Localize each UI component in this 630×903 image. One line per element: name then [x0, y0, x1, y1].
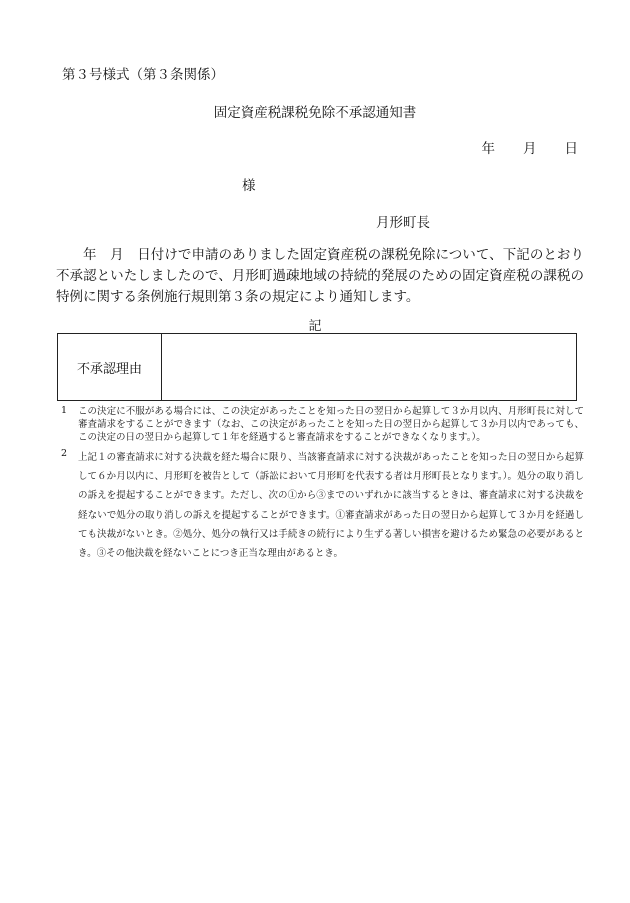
notes — [61, 405, 584, 567]
form-number: 第３号様式（第３条関係） — [62, 67, 224, 83]
ki-heading: 記 — [308, 319, 322, 334]
reason-label: 不承認理由 — [58, 334, 162, 400]
note-item — [61, 448, 584, 563]
note-item — [61, 405, 584, 444]
note-text: 上記１の審査請求に対する決裁を経た場合に限り、当該審査請求に対する決裁があったことを知った日の翌日から起算して６か月以内に、月形町を被告として（訴訟において月形町を代表する者は月形町長となります。）。処分の取り消しの訴えを提起することができます。ただし、次の①から③までのいずれかに該当するときは、審査請求に対する決裁を経ないで処分の取り消しの訴えを提起することができます。①審査請求があった日の翌日から起算して３か月を経過しても決裁がないとき。②処分、処分の執行又は手続きの続行により生ずる著しい損害を避けるため緊急の必要があるとき。③その他決裁を経ないことにつき正当な理由があるとき。 — [78, 452, 584, 560]
date-year: 年 — [481, 141, 495, 157]
note-number: 1 — [61, 405, 68, 416]
note-text: この決定に不服がある場合には、この決定があったことを知った日の翌日から起算して３か月以内、月形町長に対して審査請求をすることができます（なお、この決定があったことを知った日の翌日から起算して３か月以内であっても、この決定の日の翌日から起算して１年を経過すると審査請求をすることができなくなります。）。 — [78, 406, 584, 443]
reason-table — [57, 333, 577, 401]
date-day: 日 — [564, 141, 578, 157]
recipient-suffix: 様 — [242, 178, 256, 194]
reason-field — [162, 334, 576, 400]
date-line — [482, 137, 579, 157]
document-title: 固定資産税課税免除不承認通知書 — [213, 105, 417, 121]
body-paragraph: 年 月 日付けで申請のありました固定資産税の課税免除について、下記のとおり不承認といたしましたので、月形町過疎地域の持続的発展のための固定資産税の課税の特例に関する条例施行規則第３条の規定により通知します。 — [56, 247, 584, 305]
note-number: 2 — [61, 448, 68, 459]
date-month: 月 — [523, 141, 537, 157]
issuer: 月形町長 — [376, 215, 430, 231]
